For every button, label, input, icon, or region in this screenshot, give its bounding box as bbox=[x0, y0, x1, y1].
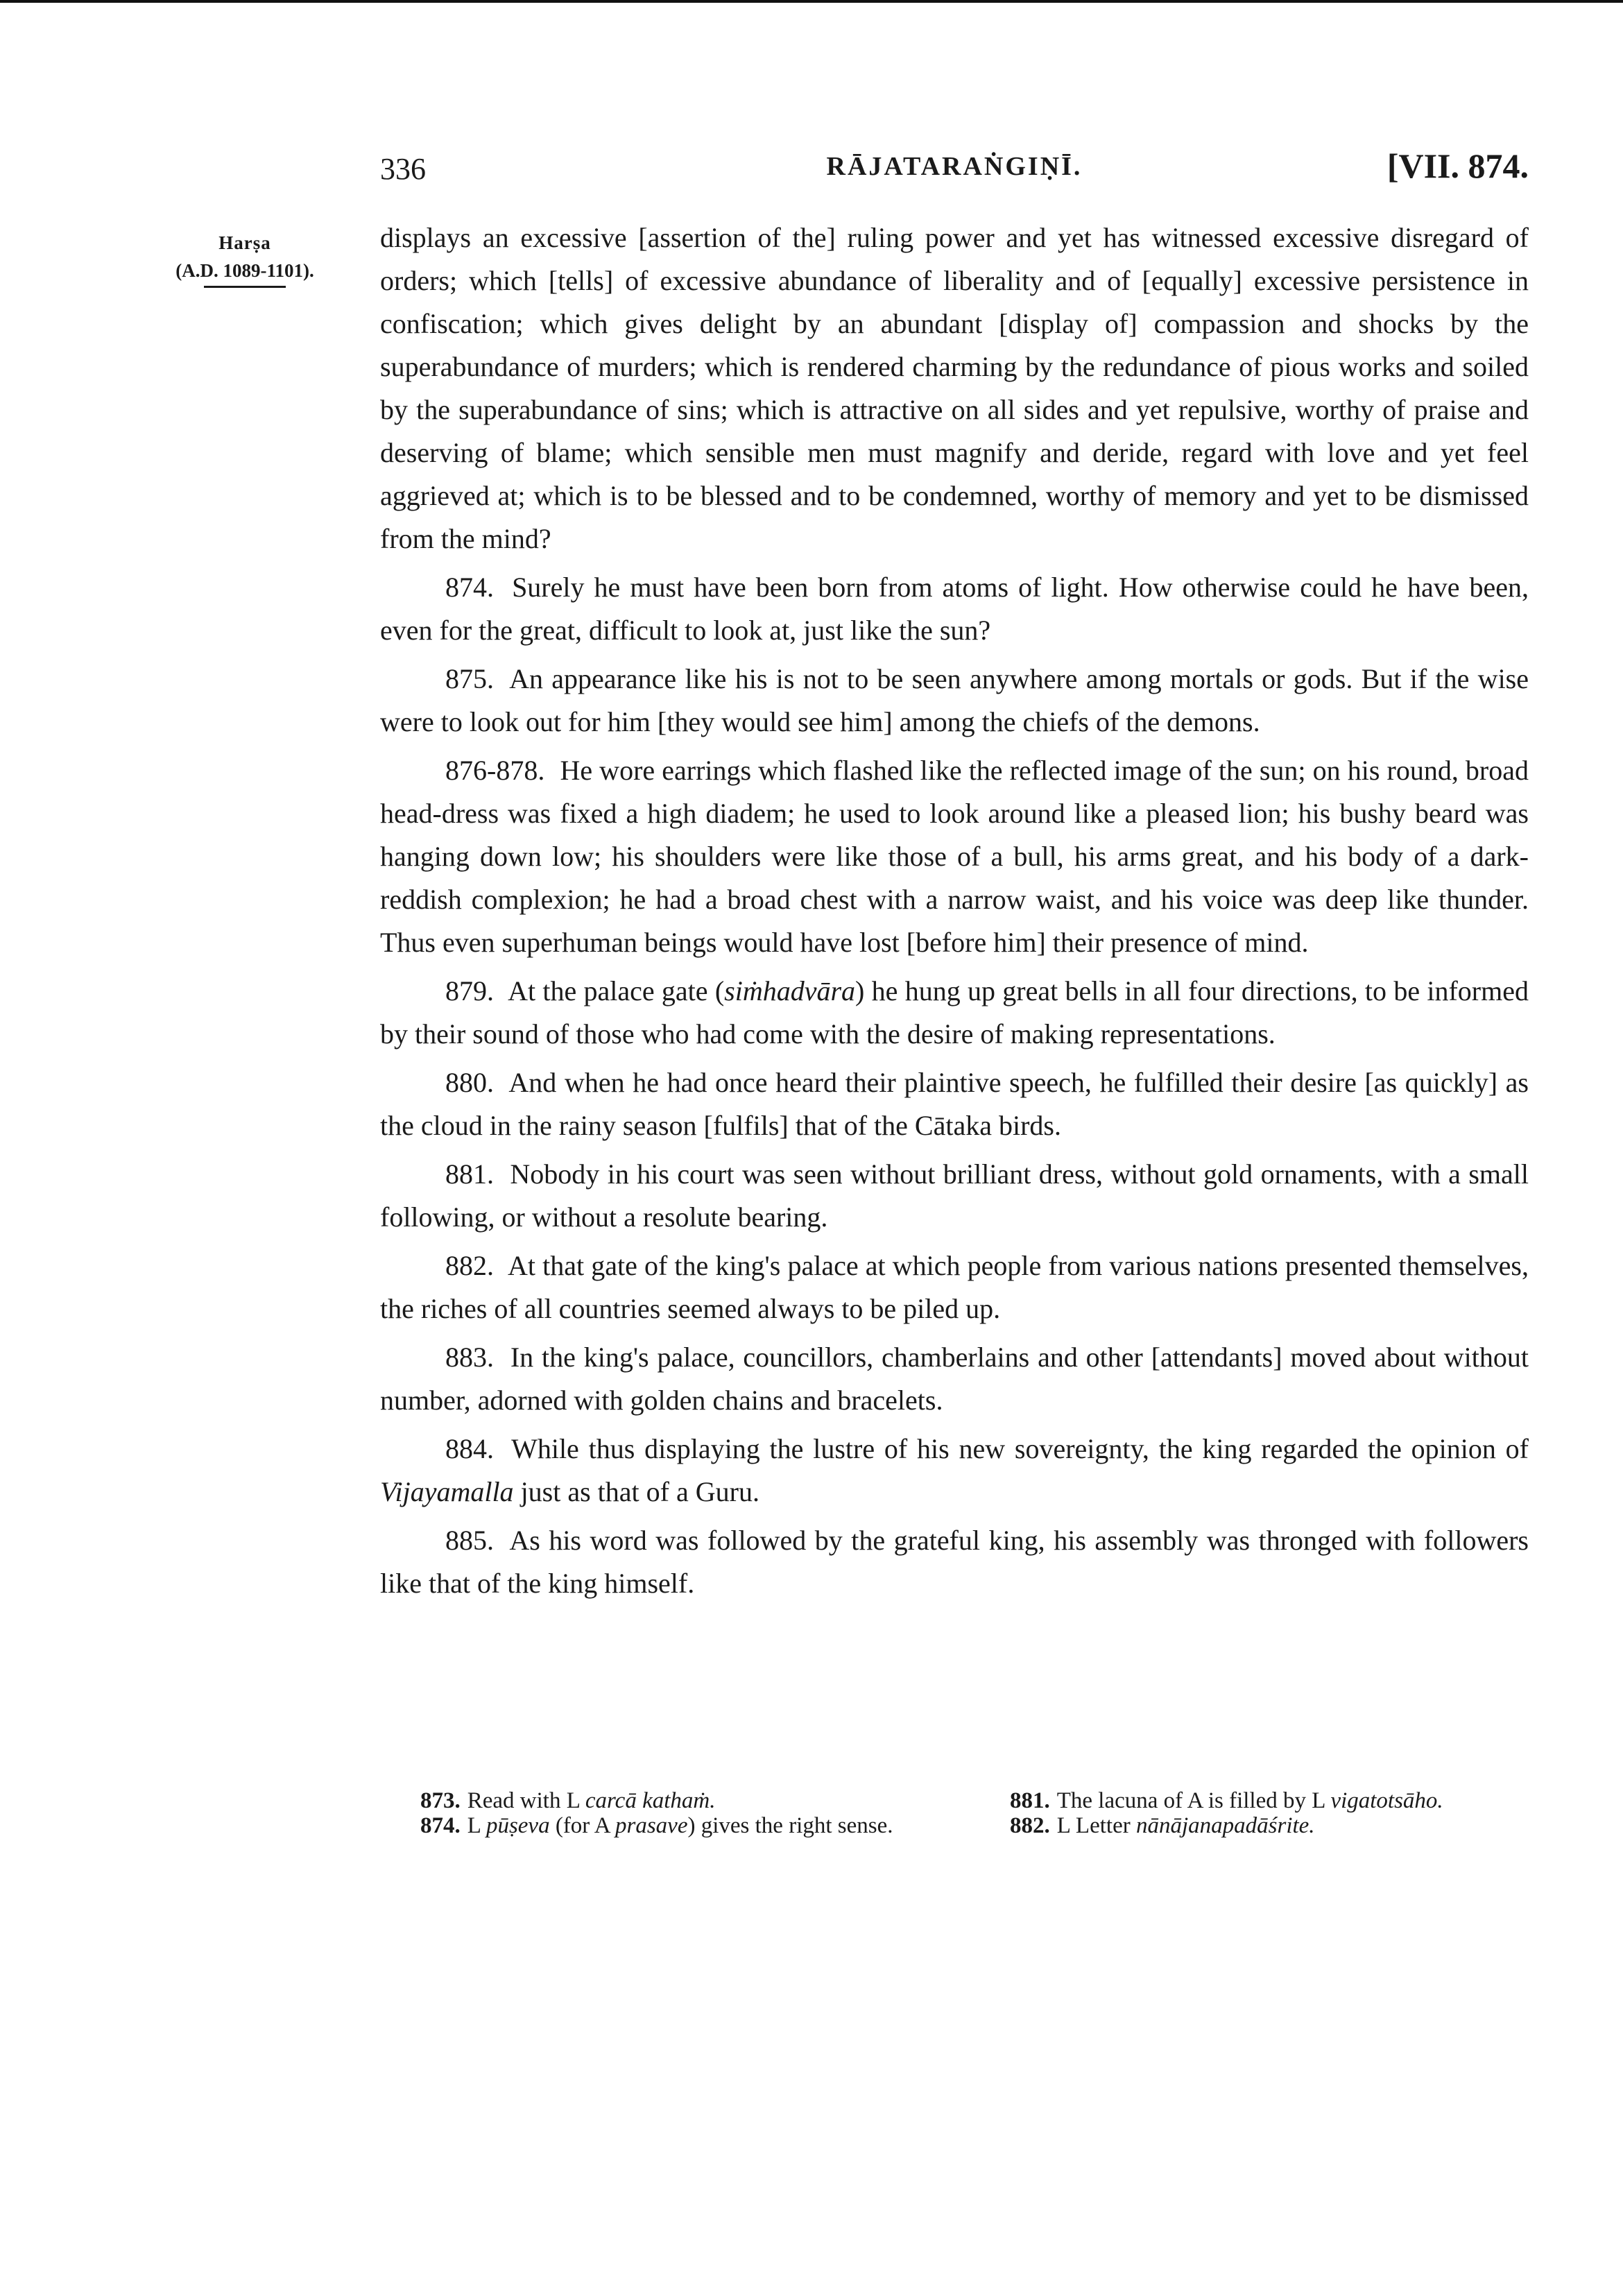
verse-text: While thus displaying the lustre of his new sovereignty, the king regarded the opinion of bbox=[511, 1433, 1529, 1464]
footnotes-right-column bbox=[970, 1788, 1518, 1838]
footnote-term: carcā kathaṁ. bbox=[585, 1788, 716, 1813]
verse-884 bbox=[380, 1428, 1529, 1514]
sanskrit-term: siṁhadvāra bbox=[724, 975, 856, 1006]
footnote-text: L Letter bbox=[1056, 1813, 1136, 1838]
margin-rule bbox=[204, 286, 286, 288]
verse-883 bbox=[380, 1336, 1529, 1422]
verse-text: An appearance like his is not to be seen anywhere among mortals or gods. But if the wise were to look out for him [they would see him] among the chiefs of the demons. bbox=[380, 663, 1529, 737]
verse-number: 874. bbox=[445, 572, 494, 603]
verse-885 bbox=[380, 1519, 1529, 1605]
verse-text: Nobody in his court was seen without brilliant dress, without gold ornaments, with a small following, or without a resolute bearing. bbox=[380, 1158, 1529, 1233]
footnote-number: 874. bbox=[420, 1813, 461, 1838]
verse-number: 882. bbox=[445, 1250, 494, 1281]
verse-876-878 bbox=[380, 749, 1529, 964]
running-title: RĀJATARAṄGIṆĪ. bbox=[826, 152, 1083, 181]
running-header bbox=[380, 146, 1529, 196]
footnote-text: The lacuna of A is filled by L bbox=[1056, 1788, 1331, 1813]
verse-text: He wore earrings which flashed like the reflected image of the sun; on his round, broad head-dress was fixed a high diadem; he used to look around like a pleased lion; his bushy beard was hanging down low; his shoulders were like those of a bull, his arms great, and his body of a dark-reddish complexion; he had a broad chest with a narrow waist, and his voice was deep like thunder. Thus even superhuman beings would have lost [before him] their presence of mind. bbox=[380, 755, 1529, 958]
verse-882 bbox=[380, 1244, 1529, 1330]
verse-874 bbox=[380, 566, 1529, 652]
verse-881 bbox=[380, 1153, 1529, 1239]
footnote-873 bbox=[380, 1788, 928, 1813]
body-text bbox=[380, 216, 1529, 1605]
verse-text-continued: just as that of a Guru. bbox=[513, 1476, 759, 1507]
verse-text: At that gate of the king's palace at which people from various nations presented themselves, the riches of all countries seemed always to be piled up. bbox=[380, 1250, 1529, 1324]
verse-number: 875. bbox=[445, 663, 494, 694]
margin-king-name: Harṣa bbox=[218, 232, 271, 253]
footnote-text-end: ) gives the right sense. bbox=[687, 1813, 893, 1838]
footnote-term: nānājanapadāśrite. bbox=[1135, 1813, 1315, 1838]
footnote-882 bbox=[970, 1813, 1518, 1838]
footnotes-left-column bbox=[380, 1788, 928, 1838]
verse-text: At the palace gate ( bbox=[508, 975, 725, 1006]
footnote-text: Read with L bbox=[467, 1788, 585, 1813]
footnote-874 bbox=[380, 1813, 928, 1838]
page-top-edge bbox=[0, 0, 1623, 3]
footnote-term-2: prasave bbox=[615, 1813, 688, 1838]
verse-text-continued: ) he hung up great bells in all four directions, to be informed by their sound of those who had come with the desire of making representations. bbox=[380, 975, 1529, 1050]
verse-880 bbox=[380, 1061, 1529, 1147]
verse-text: As his word was followed by the grateful king, his assembly was thronged with followers like that of the king himself. bbox=[380, 1525, 1529, 1599]
footnote-text-continued: (for A bbox=[549, 1813, 615, 1838]
footnote-number: 873. bbox=[420, 1788, 461, 1813]
verse-number: 876-878. bbox=[445, 755, 545, 786]
margin-reign-dates: (A.D. 1089-1101). bbox=[175, 260, 314, 281]
person-name: Vijayamalla bbox=[380, 1476, 514, 1507]
verse-number: 883. bbox=[445, 1342, 494, 1373]
verse-text: In the king's palace, councillors, chamberlains and other [attendants] moved about without number, adorned with golden chains and bracelets. bbox=[380, 1342, 1529, 1416]
footnote-number: 882. bbox=[1010, 1813, 1050, 1838]
section-reference: [VII. 874. bbox=[1386, 146, 1529, 185]
footnote-term: vigatotsāho. bbox=[1330, 1788, 1443, 1813]
verse-text: And when he had once heard their plaintive speech, he fulfilled their desire [as quickly] as the cloud in the rainy season [fulfils] that of the Cātaka birds. bbox=[380, 1067, 1529, 1141]
verse-879 bbox=[380, 970, 1529, 1056]
footnote-text: L bbox=[467, 1813, 486, 1838]
verse-text: Surely he must have been born from atoms of light. How otherwise could he have been, even for the great, difficult to look at, just like the sun? bbox=[380, 572, 1529, 646]
verse-number: 881. bbox=[445, 1158, 494, 1190]
page-number: 336 bbox=[380, 152, 426, 186]
footnote-number: 881. bbox=[1010, 1788, 1050, 1813]
footnote-881 bbox=[970, 1788, 1518, 1813]
margin-note bbox=[154, 229, 336, 288]
opening-paragraph: displays an excessive [assertion of the] ruling power and yet has witnessed excessive disregard of orders; which [tells] of excessive abundance of liberality and of [equally] excessive persistence in confiscation; which gives delight by an abundant [display of] compassion and shocks by the superabundance of murders; which is rendered charming by the redundance of pious works and soiled by the superabundance of sins; which is attractive on all sides and yet repulsive, worthy of praise and deserving of blame; which sensible men must magnify and deride, regard with love and yet feel aggrieved at; which is to be blessed and to be condemned, worthy of memory and yet to be dismissed from the mind? bbox=[380, 222, 1529, 554]
verse-number: 884. bbox=[445, 1433, 494, 1464]
verse-number: 880. bbox=[445, 1067, 494, 1098]
verse-number: 885. bbox=[445, 1525, 494, 1556]
verse-875 bbox=[380, 658, 1529, 744]
verse-number: 879. bbox=[445, 975, 494, 1006]
footnote-term: pūṣeva bbox=[486, 1813, 550, 1838]
